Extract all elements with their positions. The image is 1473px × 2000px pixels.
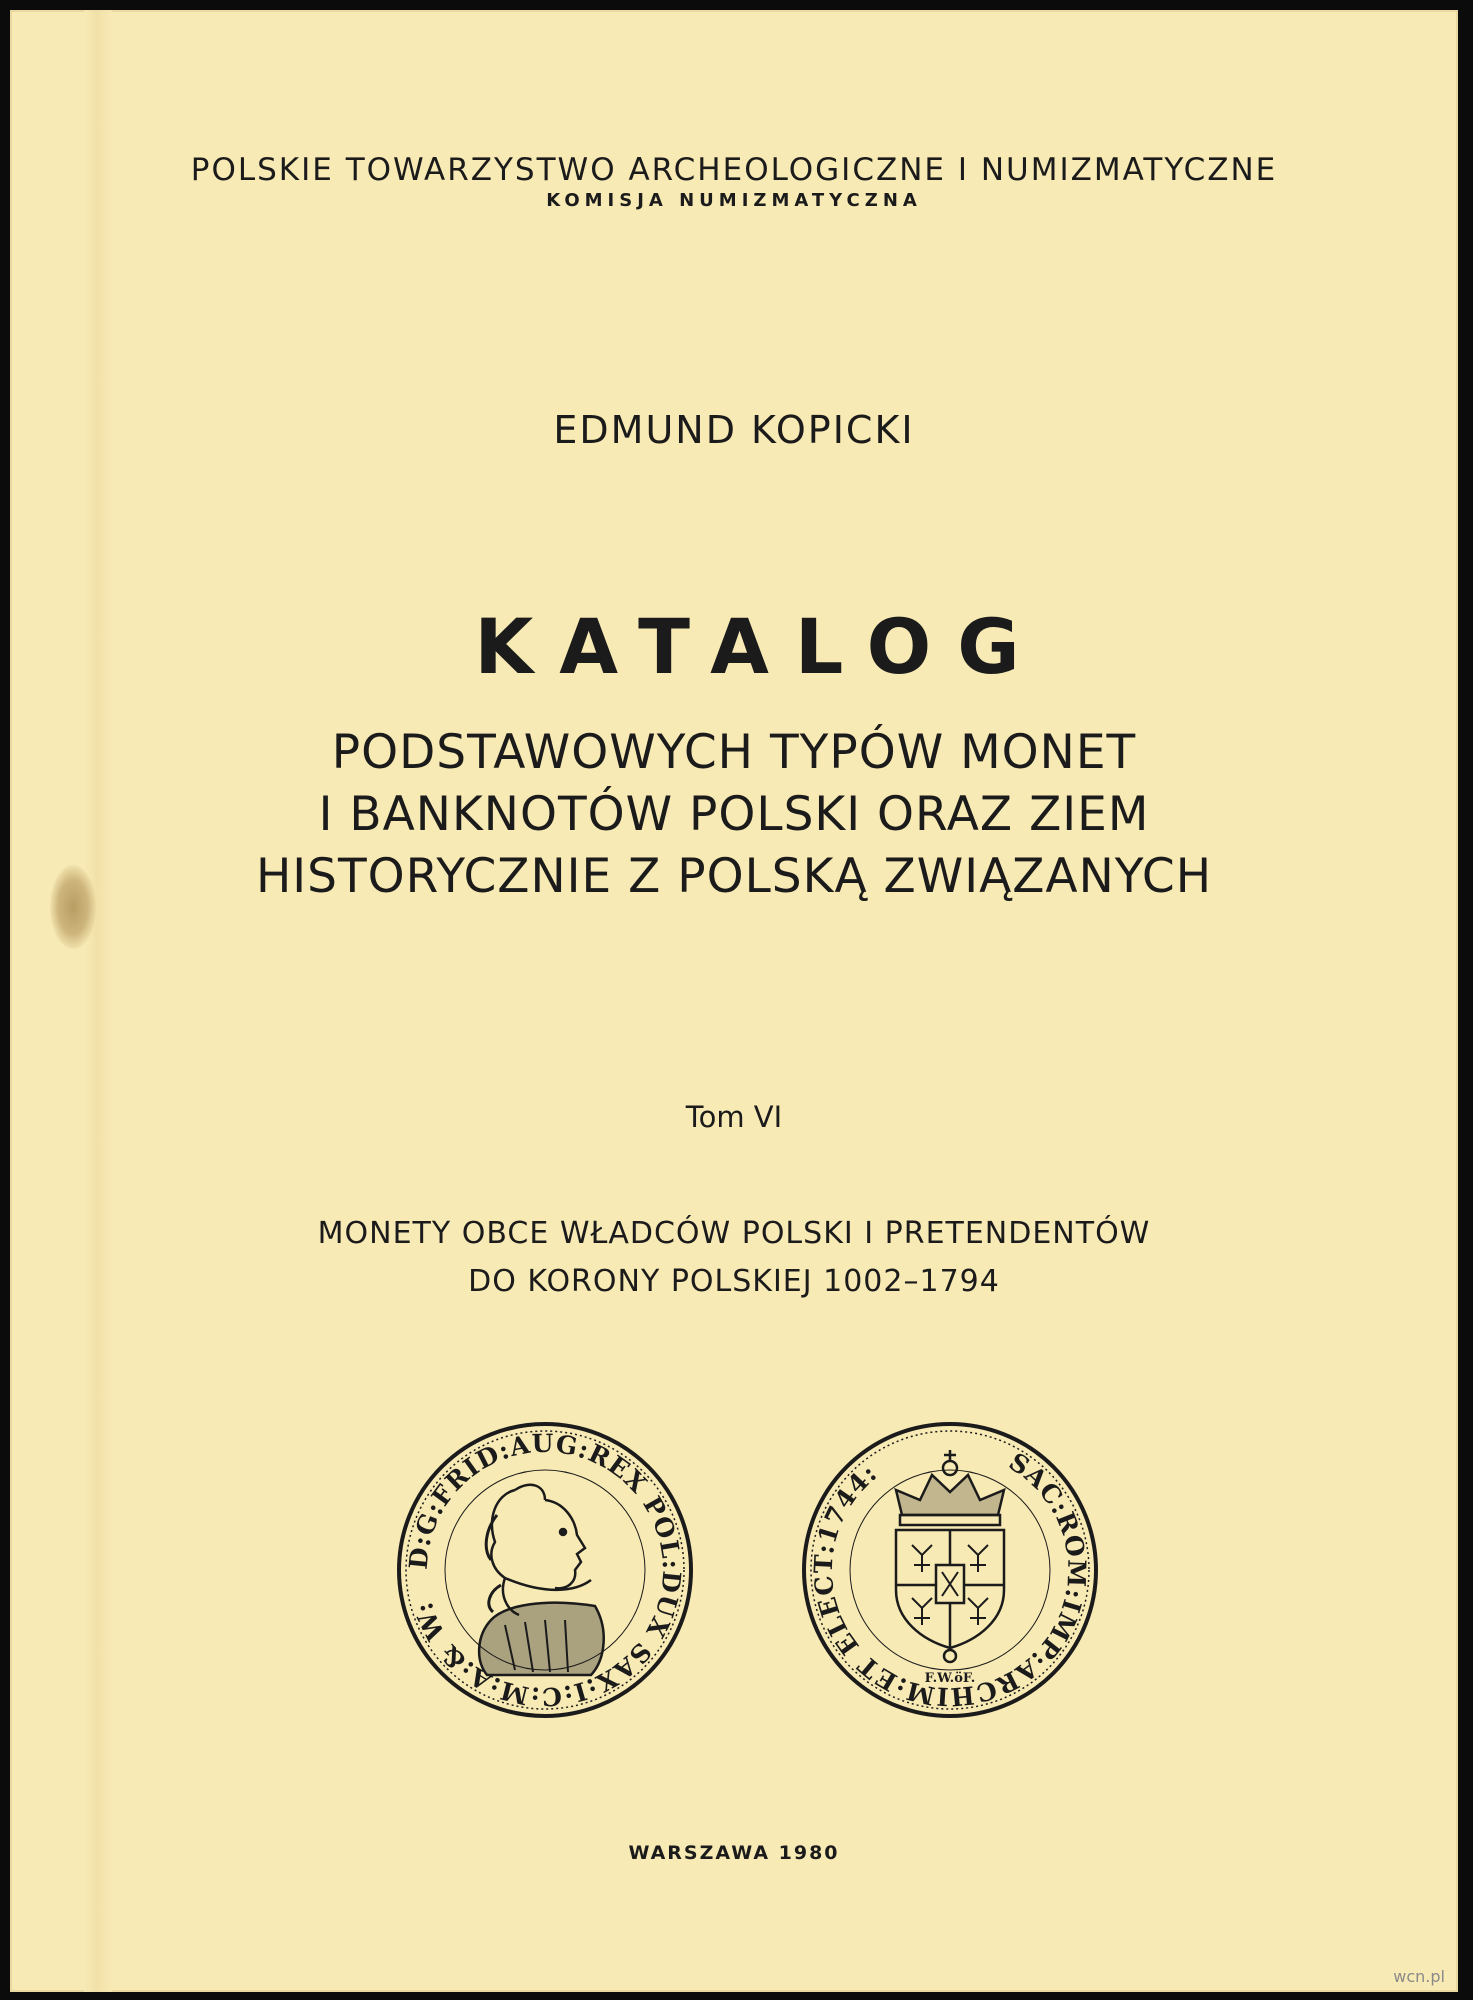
site-watermark: wcn.pl: [1393, 1967, 1445, 1986]
subtitle-line: I BANKNOTÓW POLSKI ORAZ ZIEM: [318, 787, 1150, 842]
imprint-place-year: WARSZAWA 1980: [628, 1842, 840, 1864]
series-line: DO KORONY POLSKIEJ 1002–1794: [468, 1264, 1000, 1299]
publisher-society: POLSKIE TOWARZYSTWO ARCHEOLOGICZNE I NUMIZMATYCZNE: [190, 152, 1278, 188]
subtitle-line: PODSTAWOWYCH TYPÓW MONET: [331, 725, 1137, 780]
book-subtitle: [10, 722, 1458, 908]
coin-reverse-illustration: [800, 1420, 1100, 1720]
mintmaster-mark: F.W.öF.: [924, 1671, 976, 1686]
king-bust-icon: [479, 1485, 604, 1675]
crown-icon: [896, 1450, 1004, 1525]
coin-obverse-illustration: [395, 1420, 695, 1720]
book-title: KATALOG: [474, 602, 1046, 691]
author-name: EDMUND KOPICKI: [553, 408, 915, 452]
subtitle-line: HISTORYCZNIE Z POLSKĄ ZWIĄZANYCH: [255, 849, 1213, 904]
volume-number: Tom VI: [685, 1100, 783, 1134]
book-cover: [10, 10, 1458, 1992]
publisher-commission: KOMISJA NUMIZMATYCZNA: [546, 190, 922, 211]
spine-fold: [84, 10, 112, 1992]
obverse-legend: D:G:FRID:AUG:REX POL:DUX SAX:I:C:M:A:& W:: [403, 1428, 687, 1712]
volume-subtitle: [10, 1210, 1458, 1306]
coat-of-arms-shield-icon: [896, 1530, 1004, 1662]
reverse-legend: SAC:ROM:IMP:ARCHIM:ET ELECT:1744:: [808, 1447, 1092, 1712]
series-line: MONETY OBCE WŁADCÓW POLSKI I PRETENDENTÓW: [317, 1216, 1151, 1251]
